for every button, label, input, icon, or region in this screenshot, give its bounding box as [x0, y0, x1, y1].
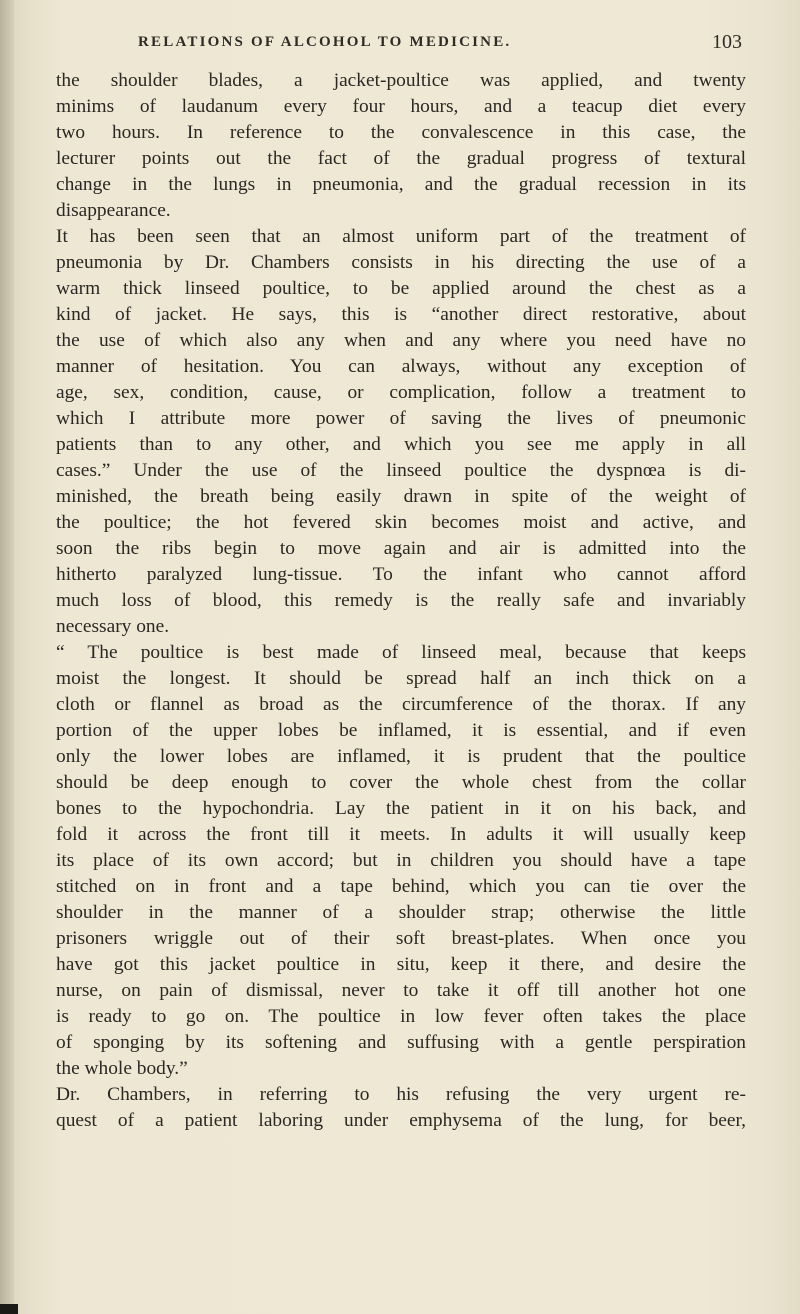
- text-line: disappearance.: [56, 200, 171, 221]
- running-head: RELATIONS OF ALCOHOL TO MEDICINE.: [138, 34, 512, 50]
- text-line: Dr. Chambers, in referring to his refusing the very urgent re-: [56, 1084, 746, 1105]
- text-line: lecturer points out the fact of the gradual progress of textural: [56, 148, 746, 169]
- text-line: stitched on in front and a tape behind, which you can tie over the: [56, 876, 746, 897]
- text-line: minims of laudanum every four hours, and a teacup diet every: [56, 96, 746, 117]
- text-line: which I attribute more power of saving the lives of pneumonic: [56, 408, 746, 429]
- text-line: its place of its own accord; but in children you should have a tape: [56, 850, 746, 871]
- text-line: hitherto paralyzed lung-tissue. To the infant who cannot afford: [56, 564, 746, 585]
- text-line: moist the longest. It should be spread half an inch thick on a: [56, 668, 746, 689]
- text-line: soon the ribs begin to move again and air is admitted into the: [56, 538, 746, 559]
- spine-shadow: [0, 0, 14, 1314]
- text-line: the use of which also any when and any where you need have no: [56, 330, 746, 351]
- text-line: necessary one.: [56, 616, 170, 637]
- text-line: quest of a patient laboring under emphysema of the lung, for beer,: [56, 1110, 746, 1131]
- text-line: fold it across the front till it meets. In adults it will usually keep: [56, 824, 746, 845]
- text-line: of sponging by its softening and suffusing with a gentle perspiration: [56, 1032, 746, 1053]
- text-line: “ The poultice is best made of linseed meal, because that keeps: [56, 642, 746, 663]
- text-line: two hours. In reference to the convalescence in this case, the: [56, 122, 746, 143]
- binding-mark: [0, 1304, 18, 1314]
- text-line: the shoulder blades, a jacket-poultice was applied, and twenty: [56, 70, 746, 91]
- text-line: warm thick linseed poultice, to be applied around the chest as a: [56, 278, 746, 299]
- text-line: cloth or flannel as broad as the circumference of the thorax. If any: [56, 694, 746, 715]
- text-line: should be deep enough to cover the whole chest from the collar: [56, 772, 746, 793]
- text-line: change in the lungs in pneumonia, and the gradual recession in its: [56, 174, 746, 195]
- text-line: is ready to go on. The poultice in low fever often takes the place: [56, 1006, 746, 1027]
- text-line: age, sex, condition, cause, or complication, follow a treatment to: [56, 382, 746, 403]
- page-header: [56, 31, 742, 58]
- text-line: minished, the breath being easily drawn in spite of the weight of: [56, 486, 746, 507]
- text-line: only the lower lobes are inflamed, it is prudent that the poultice: [56, 746, 746, 767]
- text-line: the whole body.”: [56, 1058, 188, 1079]
- text-line: kind of jacket. He says, this is “another direct restorative, about: [56, 304, 746, 325]
- text-line: prisoners wriggle out of their soft breast-plates. When once you: [56, 928, 746, 949]
- text-line: have got this jacket poultice in situ, keep it there, and desire the: [56, 954, 746, 975]
- text-line: portion of the upper lobes be inflamed, it is essential, and if even: [56, 720, 746, 741]
- text-line: the poultice; the hot fevered skin becomes moist and active, and: [56, 512, 746, 533]
- body-text: [56, 68, 746, 1134]
- text-line: pneumonia by Dr. Chambers consists in his directing the use of a: [56, 252, 746, 273]
- text-line: It has been seen that an almost uniform part of the treatment of: [56, 226, 746, 247]
- text-line: cases.” Under the use of the linseed poultice the dyspnœa is di-: [56, 460, 746, 481]
- page-number: 103: [712, 31, 742, 53]
- text-line: bones to the hypochondria. Lay the patient in it on his back, and: [56, 798, 746, 819]
- text-line: much loss of blood, this remedy is the really safe and invariably: [56, 590, 746, 611]
- text-line: shoulder in the manner of a shoulder strap; otherwise the little: [56, 902, 746, 923]
- text-line: manner of hesitation. You can always, without any exception of: [56, 356, 746, 377]
- text-line: patients than to any other, and which you see me apply in all: [56, 434, 746, 455]
- text-line: nurse, on pain of dismissal, never to take it off till another hot one: [56, 980, 746, 1001]
